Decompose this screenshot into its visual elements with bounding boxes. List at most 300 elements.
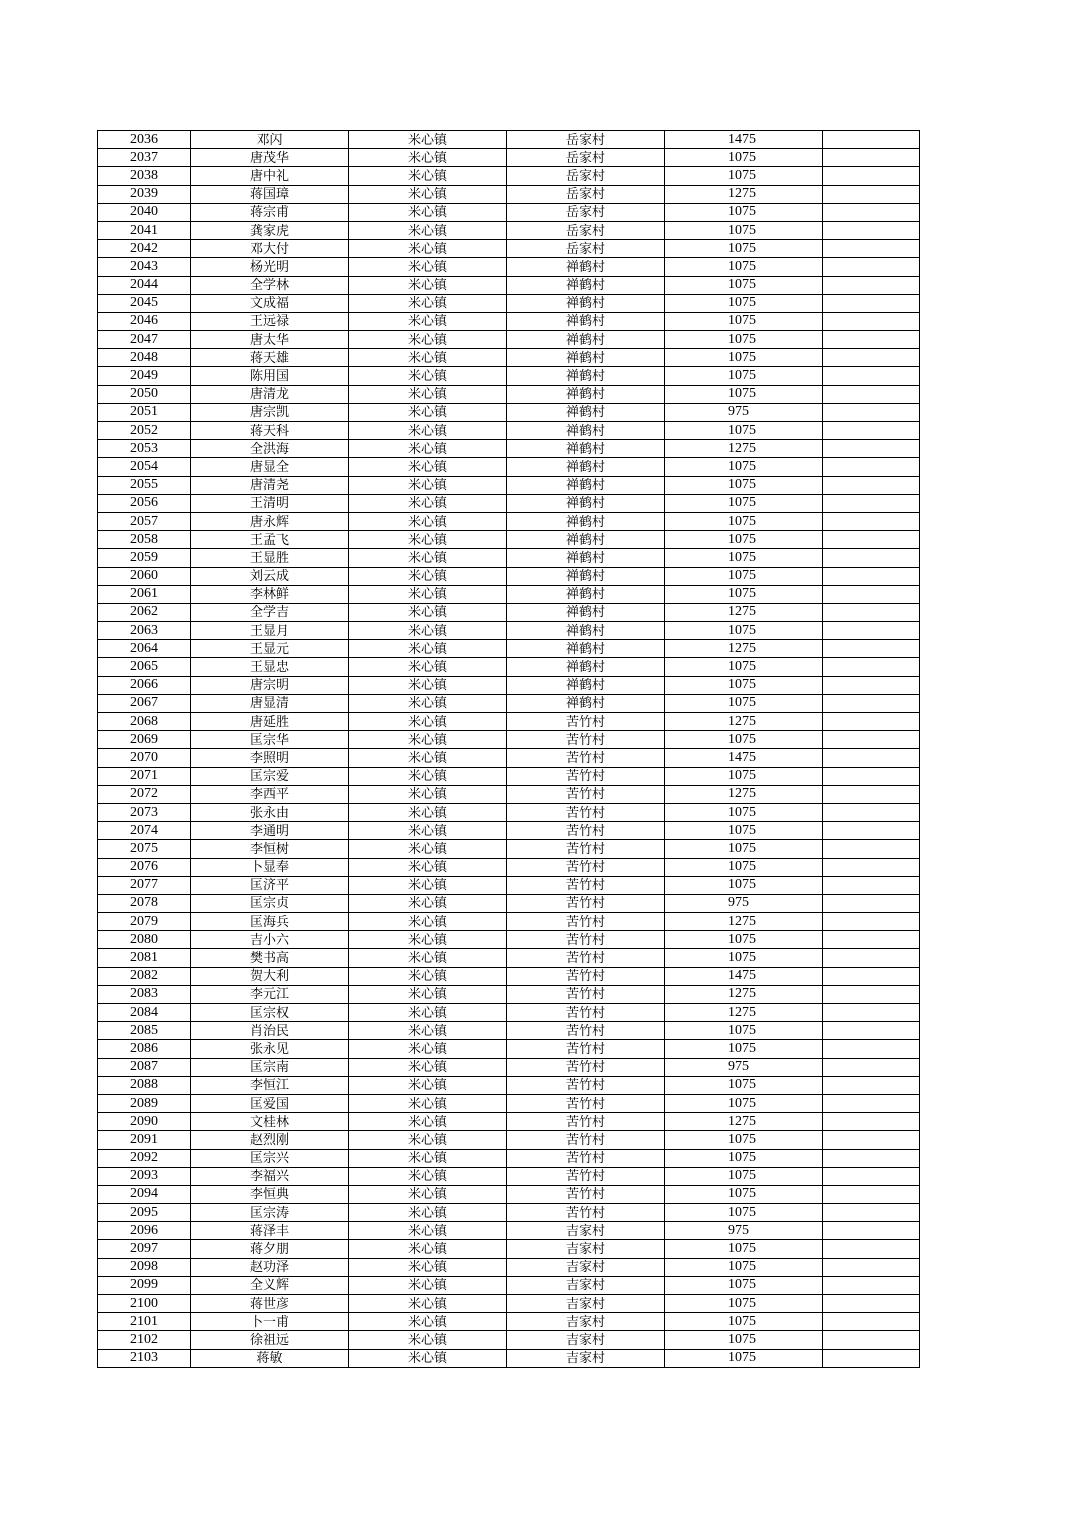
- note-cell: [823, 803, 920, 821]
- amount-cell: 1075: [665, 949, 823, 967]
- row-number-cell: 2062: [98, 603, 191, 621]
- row-number-cell: 2059: [98, 549, 191, 567]
- amount-cell: 1075: [665, 258, 823, 276]
- name-cell: 蒋敏: [191, 1349, 349, 1367]
- village-cell: 禅鹤村: [507, 258, 665, 276]
- town-cell: 米心镇: [349, 349, 507, 367]
- note-cell: [823, 622, 920, 640]
- name-cell: 匡海兵: [191, 913, 349, 931]
- table-row: [98, 1185, 920, 1203]
- village-cell: 禅鹤村: [507, 349, 665, 367]
- note-cell: [823, 1058, 920, 1076]
- name-cell: 匡济平: [191, 876, 349, 894]
- name-cell: 李西平: [191, 785, 349, 803]
- village-cell: 苦竹村: [507, 767, 665, 785]
- village-cell: 苦竹村: [507, 1076, 665, 1094]
- village-cell: 禅鹤村: [507, 694, 665, 712]
- table-row: [98, 221, 920, 239]
- village-cell: 苦竹村: [507, 967, 665, 985]
- amount-cell: 1275: [665, 785, 823, 803]
- town-cell: 米心镇: [349, 858, 507, 876]
- row-number-cell: 2036: [98, 131, 191, 149]
- name-cell: 杨光明: [191, 258, 349, 276]
- note-cell: [823, 549, 920, 567]
- village-cell: 苦竹村: [507, 785, 665, 803]
- row-number-cell: 2060: [98, 567, 191, 585]
- note-cell: [823, 258, 920, 276]
- name-cell: 李林鲜: [191, 585, 349, 603]
- table-row: [98, 1004, 920, 1022]
- table-row: [98, 1295, 920, 1313]
- row-number-cell: 2052: [98, 422, 191, 440]
- name-cell: 唐永辉: [191, 512, 349, 530]
- village-cell: 禅鹤村: [507, 312, 665, 330]
- town-cell: 米心镇: [349, 1149, 507, 1167]
- amount-cell: 1275: [665, 640, 823, 658]
- row-number-cell: 2061: [98, 585, 191, 603]
- table-row: [98, 967, 920, 985]
- table-row: [98, 331, 920, 349]
- note-cell: [823, 931, 920, 949]
- table-row: [98, 1076, 920, 1094]
- table-row: [98, 585, 920, 603]
- note-cell: [823, 349, 920, 367]
- note-cell: [823, 458, 920, 476]
- amount-cell: 1275: [665, 713, 823, 731]
- data-table: [97, 130, 920, 1368]
- name-cell: 唐中礼: [191, 167, 349, 185]
- row-number-cell: 2094: [98, 1185, 191, 1203]
- village-cell: 苦竹村: [507, 1131, 665, 1149]
- table-row: [98, 822, 920, 840]
- town-cell: 米心镇: [349, 1222, 507, 1240]
- table-row: [98, 294, 920, 312]
- note-cell: [823, 185, 920, 203]
- table-row: [98, 385, 920, 403]
- town-cell: 米心镇: [349, 258, 507, 276]
- row-number-cell: 2084: [98, 1004, 191, 1022]
- name-cell: 吉小六: [191, 931, 349, 949]
- row-number-cell: 2102: [98, 1331, 191, 1349]
- table-row: [98, 203, 920, 221]
- amount-cell: 975: [665, 894, 823, 912]
- table-row: [98, 913, 920, 931]
- town-cell: 米心镇: [349, 749, 507, 767]
- table-row: [98, 985, 920, 1003]
- amount-cell: 1075: [665, 731, 823, 749]
- name-cell: 李恒树: [191, 840, 349, 858]
- table-row: [98, 476, 920, 494]
- name-cell: 全学林: [191, 276, 349, 294]
- town-cell: 米心镇: [349, 1258, 507, 1276]
- amount-cell: 1075: [665, 385, 823, 403]
- amount-cell: 1275: [665, 985, 823, 1003]
- town-cell: 米心镇: [349, 1094, 507, 1112]
- table-row: [98, 131, 920, 149]
- town-cell: 米心镇: [349, 1022, 507, 1040]
- name-cell: 全义辉: [191, 1276, 349, 1294]
- row-number-cell: 2054: [98, 458, 191, 476]
- village-cell: 禅鹤村: [507, 385, 665, 403]
- row-number-cell: 2065: [98, 658, 191, 676]
- note-cell: [823, 476, 920, 494]
- village-cell: 禅鹤村: [507, 585, 665, 603]
- name-cell: 李通明: [191, 822, 349, 840]
- town-cell: 米心镇: [349, 185, 507, 203]
- row-number-cell: 2087: [98, 1058, 191, 1076]
- name-cell: 张永见: [191, 1040, 349, 1058]
- table-row: [98, 312, 920, 330]
- town-cell: 米心镇: [349, 603, 507, 621]
- town-cell: 米心镇: [349, 1058, 507, 1076]
- amount-cell: 1075: [665, 512, 823, 530]
- table-row: [98, 894, 920, 912]
- row-number-cell: 2064: [98, 640, 191, 658]
- name-cell: 陈用国: [191, 367, 349, 385]
- row-number-cell: 2042: [98, 240, 191, 258]
- town-cell: 米心镇: [349, 367, 507, 385]
- table-row: [98, 549, 920, 567]
- amount-cell: 1075: [665, 1276, 823, 1294]
- amount-cell: 1075: [665, 458, 823, 476]
- name-cell: 文成福: [191, 294, 349, 312]
- amount-cell: 1075: [665, 276, 823, 294]
- table-row: [98, 1258, 920, 1276]
- town-cell: 米心镇: [349, 967, 507, 985]
- amount-cell: 1075: [665, 549, 823, 567]
- note-cell: [823, 240, 920, 258]
- name-cell: 李照明: [191, 749, 349, 767]
- village-cell: 苦竹村: [507, 1094, 665, 1112]
- village-cell: 苦竹村: [507, 1058, 665, 1076]
- town-cell: 米心镇: [349, 822, 507, 840]
- village-cell: 吉家村: [507, 1258, 665, 1276]
- row-number-cell: 2092: [98, 1149, 191, 1167]
- village-cell: 禅鹤村: [507, 331, 665, 349]
- village-cell: 吉家村: [507, 1349, 665, 1367]
- row-number-cell: 2051: [98, 403, 191, 421]
- table-row: [98, 1331, 920, 1349]
- table-row: [98, 931, 920, 949]
- row-number-cell: 2082: [98, 967, 191, 985]
- table-row: [98, 713, 920, 731]
- name-cell: 蒋夕朋: [191, 1240, 349, 1258]
- row-number-cell: 2044: [98, 276, 191, 294]
- town-cell: 米心镇: [349, 949, 507, 967]
- row-number-cell: 2077: [98, 876, 191, 894]
- name-cell: 蒋世彦: [191, 1295, 349, 1313]
- village-cell: 苦竹村: [507, 931, 665, 949]
- name-cell: 龚家虎: [191, 221, 349, 239]
- name-cell: 李恒江: [191, 1076, 349, 1094]
- row-number-cell: 2073: [98, 803, 191, 821]
- note-cell: [823, 221, 920, 239]
- row-number-cell: 2090: [98, 1113, 191, 1131]
- note-cell: [823, 785, 920, 803]
- village-cell: 苦竹村: [507, 858, 665, 876]
- village-cell: 岳家村: [507, 167, 665, 185]
- town-cell: 米心镇: [349, 1240, 507, 1258]
- amount-cell: 1075: [665, 203, 823, 221]
- village-cell: 禅鹤村: [507, 603, 665, 621]
- table-row: [98, 1276, 920, 1294]
- village-cell: 吉家村: [507, 1222, 665, 1240]
- name-cell: 王孟飞: [191, 531, 349, 549]
- town-cell: 米心镇: [349, 512, 507, 530]
- name-cell: 蒋宗甫: [191, 203, 349, 221]
- table-row: [98, 1113, 920, 1131]
- amount-cell: 1075: [665, 312, 823, 330]
- table-row: [98, 731, 920, 749]
- note-cell: [823, 840, 920, 858]
- village-cell: 禅鹤村: [507, 567, 665, 585]
- row-number-cell: 2071: [98, 767, 191, 785]
- table-row: [98, 1222, 920, 1240]
- village-cell: 岳家村: [507, 221, 665, 239]
- table-row: [98, 949, 920, 967]
- name-cell: 赵烈刚: [191, 1131, 349, 1149]
- town-cell: 米心镇: [349, 803, 507, 821]
- name-cell: 王显胜: [191, 549, 349, 567]
- note-cell: [823, 1313, 920, 1331]
- amount-cell: 1075: [665, 858, 823, 876]
- amount-cell: 1075: [665, 240, 823, 258]
- village-cell: 吉家村: [507, 1313, 665, 1331]
- town-cell: 米心镇: [349, 494, 507, 512]
- village-cell: 吉家村: [507, 1331, 665, 1349]
- name-cell: 肖治民: [191, 1022, 349, 1040]
- table-row: [98, 167, 920, 185]
- note-cell: [823, 767, 920, 785]
- row-number-cell: 2057: [98, 512, 191, 530]
- row-number-cell: 2101: [98, 1313, 191, 1331]
- table-row: [98, 440, 920, 458]
- note-cell: [823, 1113, 920, 1131]
- amount-cell: 1075: [665, 694, 823, 712]
- note-cell: [823, 640, 920, 658]
- note-cell: [823, 822, 920, 840]
- village-cell: 苦竹村: [507, 1149, 665, 1167]
- amount-cell: 975: [665, 1058, 823, 1076]
- note-cell: [823, 713, 920, 731]
- name-cell: 匡爱国: [191, 1094, 349, 1112]
- village-cell: 吉家村: [507, 1240, 665, 1258]
- table-row: [98, 494, 920, 512]
- name-cell: 樊书高: [191, 949, 349, 967]
- village-cell: 苦竹村: [507, 803, 665, 821]
- note-cell: [823, 1276, 920, 1294]
- row-number-cell: 2088: [98, 1076, 191, 1094]
- town-cell: 米心镇: [349, 476, 507, 494]
- amount-cell: 1075: [665, 1185, 823, 1203]
- village-cell: 禅鹤村: [507, 531, 665, 549]
- table-row: [98, 694, 920, 712]
- table-row: [98, 1058, 920, 1076]
- town-cell: 米心镇: [349, 1204, 507, 1222]
- town-cell: 米心镇: [349, 694, 507, 712]
- amount-cell: 1075: [665, 1258, 823, 1276]
- amount-cell: 1275: [665, 1113, 823, 1131]
- town-cell: 米心镇: [349, 931, 507, 949]
- village-cell: 苦竹村: [507, 1040, 665, 1058]
- amount-cell: 1075: [665, 167, 823, 185]
- note-cell: [823, 203, 920, 221]
- amount-cell: 1075: [665, 331, 823, 349]
- row-number-cell: 2043: [98, 258, 191, 276]
- row-number-cell: 2095: [98, 1204, 191, 1222]
- row-number-cell: 2066: [98, 676, 191, 694]
- village-cell: 苦竹村: [507, 1204, 665, 1222]
- town-cell: 米心镇: [349, 385, 507, 403]
- table-row: [98, 403, 920, 421]
- note-cell: [823, 676, 920, 694]
- amount-cell: 975: [665, 403, 823, 421]
- name-cell: 唐茂华: [191, 149, 349, 167]
- amount-cell: 1075: [665, 422, 823, 440]
- amount-cell: 1075: [665, 221, 823, 239]
- village-cell: 岳家村: [507, 185, 665, 203]
- village-cell: 苦竹村: [507, 822, 665, 840]
- note-cell: [823, 1349, 920, 1367]
- table-row: [98, 1240, 920, 1258]
- village-cell: 吉家村: [507, 1295, 665, 1313]
- row-number-cell: 2038: [98, 167, 191, 185]
- name-cell: 文桂林: [191, 1113, 349, 1131]
- village-cell: 禅鹤村: [507, 422, 665, 440]
- row-number-cell: 2081: [98, 949, 191, 967]
- row-number-cell: 2037: [98, 149, 191, 167]
- name-cell: 蒋国璋: [191, 185, 349, 203]
- town-cell: 米心镇: [349, 1313, 507, 1331]
- note-cell: [823, 1004, 920, 1022]
- row-number-cell: 2053: [98, 440, 191, 458]
- amount-cell: 1075: [665, 1149, 823, 1167]
- village-cell: 苦竹村: [507, 876, 665, 894]
- town-cell: 米心镇: [349, 985, 507, 1003]
- village-cell: 禅鹤村: [507, 494, 665, 512]
- name-cell: 匡宗华: [191, 731, 349, 749]
- row-number-cell: 2099: [98, 1276, 191, 1294]
- town-cell: 米心镇: [349, 149, 507, 167]
- name-cell: 刘云成: [191, 567, 349, 585]
- name-cell: 全洪海: [191, 440, 349, 458]
- table-row: [98, 840, 920, 858]
- amount-cell: 1075: [665, 1295, 823, 1313]
- village-cell: 苦竹村: [507, 840, 665, 858]
- row-number-cell: 2046: [98, 312, 191, 330]
- row-number-cell: 2096: [98, 1222, 191, 1240]
- note-cell: [823, 149, 920, 167]
- amount-cell: 1075: [665, 1094, 823, 1112]
- note-cell: [823, 858, 920, 876]
- row-number-cell: 2083: [98, 985, 191, 1003]
- name-cell: 王清明: [191, 494, 349, 512]
- row-number-cell: 2093: [98, 1167, 191, 1185]
- name-cell: 唐宗明: [191, 676, 349, 694]
- town-cell: 米心镇: [349, 203, 507, 221]
- name-cell: 唐显全: [191, 458, 349, 476]
- note-cell: [823, 1258, 920, 1276]
- name-cell: 唐清尧: [191, 476, 349, 494]
- table-row: [98, 658, 920, 676]
- amount-cell: 1075: [665, 1313, 823, 1331]
- town-cell: 米心镇: [349, 894, 507, 912]
- row-number-cell: 2056: [98, 494, 191, 512]
- amount-cell: 1275: [665, 913, 823, 931]
- name-cell: 贺大利: [191, 967, 349, 985]
- row-number-cell: 2085: [98, 1022, 191, 1040]
- village-cell: 禅鹤村: [507, 512, 665, 530]
- note-cell: [823, 749, 920, 767]
- name-cell: 全学吉: [191, 603, 349, 621]
- table-row: [98, 1094, 920, 1112]
- town-cell: 米心镇: [349, 913, 507, 931]
- row-number-cell: 2041: [98, 221, 191, 239]
- note-cell: [823, 694, 920, 712]
- name-cell: 蒋天雄: [191, 349, 349, 367]
- village-cell: 苦竹村: [507, 1167, 665, 1185]
- town-cell: 米心镇: [349, 585, 507, 603]
- amount-cell: 1075: [665, 294, 823, 312]
- table-body: [98, 131, 920, 1368]
- table-row: [98, 1149, 920, 1167]
- amount-cell: 1075: [665, 1131, 823, 1149]
- name-cell: 唐显清: [191, 694, 349, 712]
- village-cell: 苦竹村: [507, 949, 665, 967]
- town-cell: 米心镇: [349, 1131, 507, 1149]
- village-cell: 苦竹村: [507, 894, 665, 912]
- name-cell: 唐宗凯: [191, 403, 349, 421]
- note-cell: [823, 658, 920, 676]
- table-row: [98, 240, 920, 258]
- amount-cell: 1075: [665, 1167, 823, 1185]
- note-cell: [823, 949, 920, 967]
- note-cell: [823, 1076, 920, 1094]
- town-cell: 米心镇: [349, 403, 507, 421]
- village-cell: 岳家村: [507, 149, 665, 167]
- row-number-cell: 2047: [98, 331, 191, 349]
- town-cell: 米心镇: [349, 676, 507, 694]
- note-cell: [823, 1204, 920, 1222]
- note-cell: [823, 967, 920, 985]
- table-row: [98, 803, 920, 821]
- village-cell: 禅鹤村: [507, 458, 665, 476]
- table-row: [98, 1040, 920, 1058]
- note-cell: [823, 1295, 920, 1313]
- table-row: [98, 858, 920, 876]
- table-row: [98, 1349, 920, 1367]
- amount-cell: 1275: [665, 440, 823, 458]
- table-row: [98, 1204, 920, 1222]
- name-cell: 李元江: [191, 985, 349, 1003]
- note-cell: [823, 1331, 920, 1349]
- table-row: [98, 1167, 920, 1185]
- name-cell: 匡宗涛: [191, 1204, 349, 1222]
- amount-cell: 1475: [665, 131, 823, 149]
- note-cell: [823, 913, 920, 931]
- note-cell: [823, 1094, 920, 1112]
- name-cell: 唐延胜: [191, 713, 349, 731]
- note-cell: [823, 367, 920, 385]
- note-cell: [823, 1040, 920, 1058]
- note-cell: [823, 876, 920, 894]
- row-number-cell: 2058: [98, 531, 191, 549]
- row-number-cell: 2069: [98, 731, 191, 749]
- note-cell: [823, 440, 920, 458]
- row-number-cell: 2097: [98, 1240, 191, 1258]
- amount-cell: 1075: [665, 1076, 823, 1094]
- table-row: [98, 1022, 920, 1040]
